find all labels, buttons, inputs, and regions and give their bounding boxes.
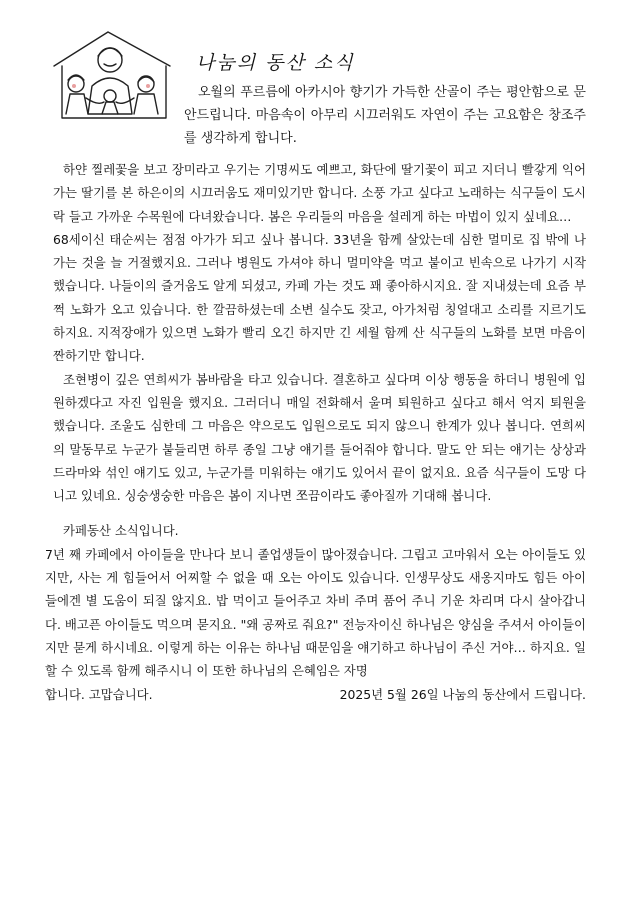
- paragraph-cafe: 7년 째 카페에서 아이들을 만나다 보니 졸업생들이 많아졌습니다. 그립고 고마워서 오는 아이들도 있지만, 사는 게 힘들어서 어찌할 수 없을 때 오는 아이도 있습니다. 인생무상도 새옹지마도 힘든 아이들에겐 별 도움이 되질 않지요. 밥 먹이고 들어주고 차비 주며 품어 주니 기운 차리며 다시 살아갑니다. 배고픈 아이들도 먹으며 묻지요. "왜 공짜로 줘요?" 전능자이신 하나님은 양심을 주셔서 아이들이지만 묻게 하시네요. 이렇게 하는 이유는 하나님 때문임을 얘기하고 하나님이 주신 거야… 하지요. 일 할 수 있도록 함께 해주시니 이 또한 하나님의 은혜임은 자명: [45, 546, 586, 679]
- newsletter-title: 나눔의 동산 소식: [196, 52, 355, 74]
- closing-text: 합니다. 고맙습니다.: [45, 686, 153, 702]
- intro-text: 오월의 푸르름에 아카시아 향기가 가득한 산골이 주는 평안함으로 문안드립니다. 마음속이 아무리 시끄러워도 자연이 주는 고요함은 창조주를 생각하게 합니다.: [184, 85, 586, 146]
- signature-date: 2025년 5월 26일 나눔의 동산에서 드립니다.: [339, 686, 586, 702]
- paragraph-spring: 하얀 찔레꽃을 보고 장미라고 우기는 기명씨도 예쁘고, 화단에 딸기꽃이 피고 지더니 빨갛게 익어가는 딸기를 본 하은이의 시끄러움도 재미있기만 합니다. 소풍 가고 싶다고 노래하는 식구들이 도시락 들고 가까운 수목원에 다녀왔습니다. 봄은 우리들의 마음을 설레게 하는 마법이 있지 싶네요…: [53, 162, 586, 224]
- intro-paragraph: [184, 81, 586, 150]
- house-family-logo-icon: [46, 26, 176, 122]
- closing-line: [45, 683, 586, 706]
- cafe-heading: 카페동산 소식입니다.: [63, 523, 179, 539]
- newsletter-body: [45, 158, 586, 706]
- paragraph-taesoon: 68세이신 태순씨는 점점 아가가 되고 싶나 봅니다. 33년을 함께 살았는데 심한 멀미로 집 밖에 나가는 것을 늘 거절했지요. 그러나 병원도 가셔야 하니 멀미약을 먹고 붙이고 빈속으로 나가기 시작 했습니다. 나들이의 즐거움도 알게 되셨고, 카페 가는 것도 꽤 좋아하시지요. 잘 지내셨는데 요즘 부쩍 노화가 오고 있습니다. 한 깔끔하셨는데 소변 실수도 잦고, 아가처럼 칭얼대고 소리를 지르기도 하지요. 지적장애가 있으면 노화가 빨리 오긴 하지만 긴 세월 함께 산 식구들의 노화를 보면 마음이 짠하기만 합니다.: [53, 231, 586, 364]
- paragraph-yeonhee: 조현병이 깊은 연희씨가 봄바람을 타고 있습니다. 결혼하고 싶다며 이상 행동을 하더니 병원에 입원하겠다고 자진 입원을 했지요. 그러더니 매일 전화해서 울며 퇴원하고 싶다고 해서 억지 퇴원을 했습니다. 조울도 심한데 그 마음은 약으로도 입원으로도 되지 않으니 한계가 있나 봅니다. 연희씨의 말동무로 누군가 붙들리면 하루 종일 그냥 얘기를 들어줘야 합니다. 말도 안 되는 얘기는 상상과 드라마와 섞인 얘기도 있고, 누군가를 미워하는 얘기도 있어서 끝이 없지요. 요즘 식구들이 도망 다니고 있네요. 싱숭생숭한 마음은 봄이 지나면 쪼끔이라도 좋아질까 기대해 봅니다.: [53, 371, 586, 504]
